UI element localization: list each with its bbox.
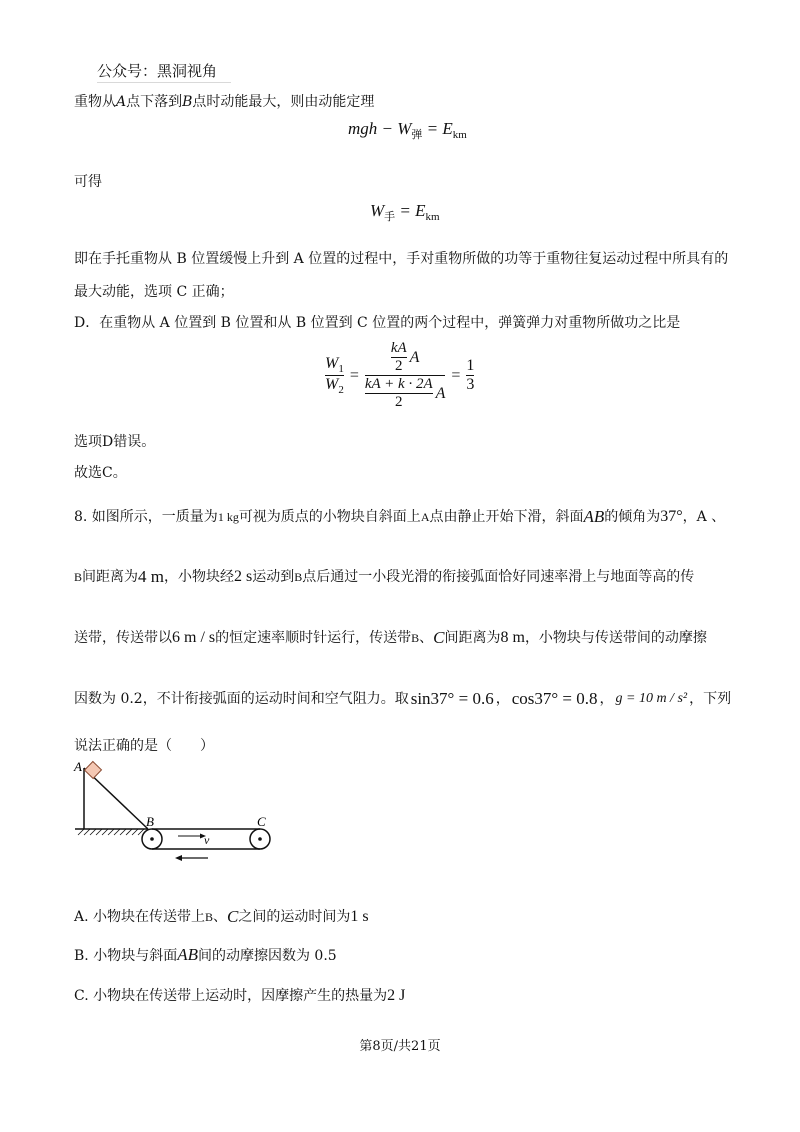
text-line-3: 即在手托重物从 B 位置缓慢上升到 A 位置的过程中，手对重物所做的功等于重物往复运动过程中所具有的 <box>74 251 729 267</box>
question-8-line-4: 因数为 0.2，不计衔接弧面的运动时间和空气阻力。取 sin37° = 0.6 ， cos37° = 0.8 ， g = 10 m / s² ，下列 <box>74 689 732 708</box>
text-line-7: 故选C。 <box>74 465 127 481</box>
label-a: A <box>74 759 82 774</box>
page-footer: 第8页/共21页 <box>359 1039 441 1054</box>
ratio-expression: $\frac{kA}{2}$ A $\frac{kA + k \cdot 2A}{2}$ A <box>364 340 446 410</box>
watermark-label: 公众号：黑洞视角 <box>97 60 231 83</box>
equation-work-ratio: $\frac{W_1}{W_2}$ = $\frac{kA}{2}$ A $\frac{kA + k \cdot 2A}{2}$ A = $\frac{1}{3}$ <box>325 340 475 410</box>
text-line-6: 选项D错误。 <box>74 434 156 450</box>
label-b: B <box>146 814 154 829</box>
question-8-line-5: 说法正确的是（ ） <box>74 738 214 754</box>
sliding-block <box>85 762 102 779</box>
equation-hand-work: $W_手 = E_{km}$ <box>370 201 440 223</box>
option-a: A. 小物块在传送带上 B 、 C 之间的运动时间为 1 s <box>74 907 369 926</box>
equation-kinetic-energy-theorem: mgh − $W_弹 = E_{km}$ <box>348 119 467 141</box>
question-8-line-1: 8. 如图所示，一质量为 1 kg 可视为质点的小物块自斜面上 A 点由静止开始下滑，斜面 AB 的倾角为 37° ，A 、 <box>74 507 726 526</box>
text-line-4: 最大动能，选项 C 正确； <box>74 284 234 300</box>
question-8-line-3: 送带，传送带以 6 m / s 的恒定速率顺时针运行，传送带 B 、 C 间距离为 8 m ，小物块与传送带间的动摩擦 <box>74 628 707 647</box>
label-v: v <box>204 833 210 847</box>
label-c: C <box>257 814 266 829</box>
ratio-result: $\frac{1}{3}$ <box>466 357 475 393</box>
text-line-2: 可得 <box>74 174 102 190</box>
option-b: B. 小物块与斜面AB间的动摩擦因数为 0.5 <box>74 945 337 964</box>
text-line-5: D．在重物从 A 位置到 B 位置和从 B 位置到 C 位置的两个过程中，弹簧弹力对重物所做功之比是 <box>74 315 681 331</box>
incline-conveyor-figure <box>70 758 290 862</box>
text-line-1: 重物从A点下落到B点时动能最大，则由动能定理 <box>74 94 375 110</box>
ground-hatching <box>78 829 144 835</box>
question-8-line-2: B 间距离为 4 m ，小物块经 2 s 运动到 B 点后通过一小段光滑的衔接弧面恰好同速率滑上与地面等高的传 <box>74 567 695 586</box>
option-c: C. 小物块在传送带上运动时，因摩擦产生的热量为 2 J <box>74 987 406 1004</box>
ratio-w1-w2: $\frac{W_1}{W_2}$ <box>325 355 344 396</box>
